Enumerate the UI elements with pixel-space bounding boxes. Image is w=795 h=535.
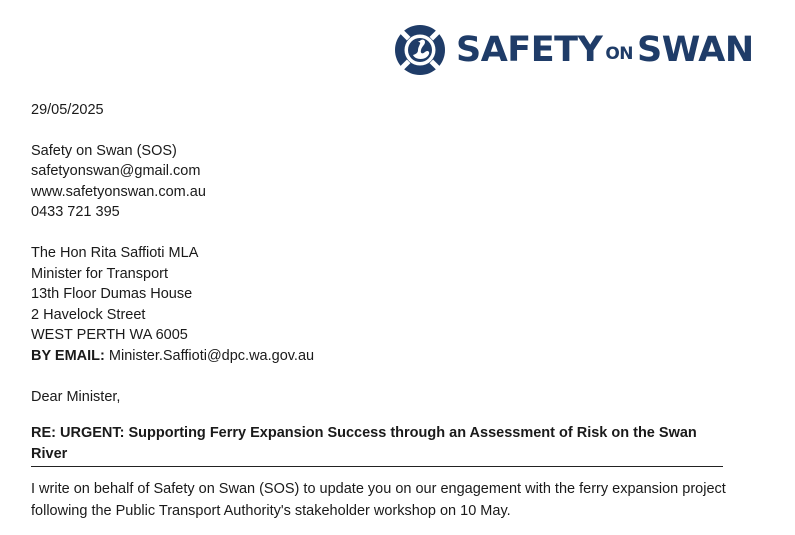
sender-website[interactable]: www.safetyonswan.com.au xyxy=(31,183,206,200)
sender-name: Safety on Swan (SOS) xyxy=(31,142,177,159)
lifebuoy-swan-icon xyxy=(394,24,446,76)
salutation: Dear Minister, xyxy=(31,388,121,405)
recipient-email[interactable]: Minister.Saffioti@dpc.wa.gov.au xyxy=(108,347,315,364)
logo-wordmark xyxy=(456,29,754,70)
email-label: BY EMAIL: xyxy=(31,347,105,364)
recipient-address-line-1: 13th Floor Dumas House xyxy=(31,286,193,303)
recipient-block xyxy=(31,243,731,367)
letter-body xyxy=(31,100,731,522)
recipient-name: The Hon Rita Saffioti MLA xyxy=(31,244,199,261)
sender-block xyxy=(31,141,731,223)
sender-email[interactable]: safetyonswan@gmail.com xyxy=(31,163,201,180)
recipient-address-line-3: WEST PERTH WA 6005 xyxy=(31,327,188,344)
recipient-address-line-2: 2 Havelock Street xyxy=(31,306,146,323)
body-paragraph: I write on behalf of Safety on Swan (SOS) to update you on our engagement with the ferry expansion project following the Public Transport Authority's stakeholder workshop on 10 May. xyxy=(31,481,726,519)
letter-date: 29/05/2025 xyxy=(31,102,104,118)
recipient-title: Minister for Transport xyxy=(31,265,168,282)
subject-heading: RE: URGENT: Supporting Ferry Expansion Success through an Assessment of Risk on the Swan River xyxy=(31,423,723,467)
logo-word-on: ON xyxy=(605,43,634,64)
sender-phone: 0433 721 395 xyxy=(31,204,120,221)
logo xyxy=(394,22,754,78)
logo-word-swan: SWAN xyxy=(637,29,754,70)
logo-word-safety: SAFETY xyxy=(456,29,603,70)
recipient-email-line xyxy=(31,346,731,367)
